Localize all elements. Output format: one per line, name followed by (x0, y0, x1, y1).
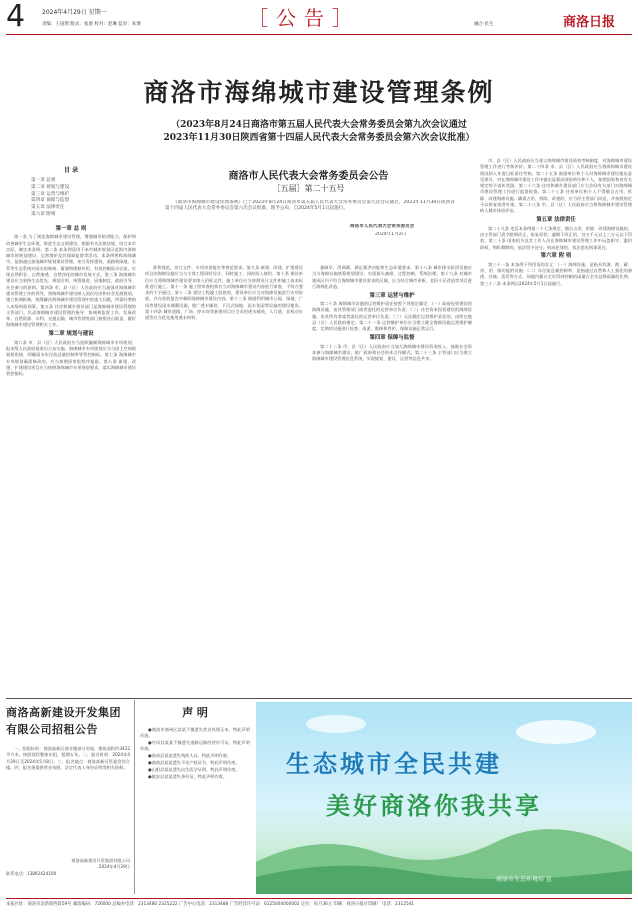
toc-list (6, 178, 136, 219)
notice-box (140, 704, 250, 894)
notice-item: ●洛南县某某遗失残疾人证，特此声明作废。 (148, 753, 232, 759)
vertical-divider (134, 700, 135, 894)
toc-title: 目 录 (63, 167, 79, 174)
toc-item: 第五章 法律责任 (31, 205, 65, 211)
toc-item: 第二章 规划与建设 (31, 184, 70, 190)
paragraph: 第二十条 海绵城市设施的运营维护责任按照下列规定确定：（一）政府投资建设的海绵设施，由其管理部门或者委托的运营单位负责；（二）社会资本投资建设的海绵设施，由其所有者或者委托的运营单位负责；（三）无法确定运营维护责任的，由所在地县（区）人民政府指定。第二十一条 运营维护单位应当建立健全海绵设施运营维护制度，定期对设施进行检查、清淤、维修和养护，保障设施正常运行。 (312, 301, 472, 332)
paragraph: 市、县（区）人民政府应当建立海绵城市建设绩效考核制度，对海绵城市建设管理工作进行考核评价。第二十四条 市、县（区）人民政府应当将海绵城市建设情况纳入年度目标责任考核。第二十五条 鼓励单位和个人对海绵城市建设提出意见建议。对在海绵城市建设工作中做出显著成绩的单位和个人，按照国家和省有关规定给予表彰奖励。第二十六条 住房和城乡建设部门应当会同有关部门对海绵城市建设管理工作进行监督检查。第二十七条 任何单位和个人不得擅自占用、拆除、改建海绵设施。确需占用、拆除、改建的，应当经主管部门同意，并按照规定予以恢复或者补建。第二十八条 市、县（区）人民政府应当将海绵城市建设管理纳入城市体检评估。 (480, 158, 632, 214)
paper-logo: 商洛日报 (563, 15, 616, 30)
chapter-3-heading: 第三章 运营与维护 (369, 292, 415, 299)
article-title: 商洛市海绵城市建设管理条例 (143, 78, 495, 107)
paragraph: 第三十一条 本条例下列用语的含义：（一）海绵设施，是指具有渗、滞、蓄、净、用、排功能的设施；（二）年径流总量控制率，是指通过自然和人工强化的渗透、存储、蒸发等方式，场地内累计全年得到控制的雨量占全年总降雨量的比例。第三十二条 本条例自2024年5月1日起施行。 (480, 261, 632, 286)
banner-line-1: 生态城市全民共建 (286, 750, 502, 778)
announcement-issuer: 商洛市人民代表大会常务委员会 (350, 224, 415, 229)
paragraph: 第一条 为了规范海绵城市建设管理，增强城市防涝能力，保护和改善城市生态环境，推进生态文明建设，根据有关法律法规，结合本市实际，制定本条例。第二条 本条例适用于本市城市规划区范围内海绵城市的规划建设、运营维护及其保障监督等活动。本条例所称海绵城市，是指通过加强城市规划建设管理，充分发挥建筑、道路和绿地、水系等生态系统对雨水的吸纳、蓄渗和缓释作用，有效控制雨水径流，实现自然积存、自然渗透、自然净化的城市发展方式。第三条 海绵城市建设应当坚持生态优先、规划引领、统筹推进、因地制宜、政府引导、社会参与的原则。第四条 市、县（区）人民政府应当加强对海绵城市建设管理工作的领导，将海绵城市建设纳入国民经济和社会发展规划，建立协调机制，统筹解决海绵城市建设管理中的重大问题，所需经费纳入本级财政预算。第五条 住房和城乡建设部门是海绵城市建设管理的主管部门，负责海绵城市建设管理的指导、协调和监督工作。发展改革、自然资源、水利、交通运输、城市管理等部门按照各自职责，做好海绵城市建设管理相关工作。 (6, 234, 136, 328)
notice-item: ●丹凤县某某不慎遗失道路运输经营许可证，特此声明作废。 (140, 740, 250, 752)
toc-item: 第四章 保障与监督 (31, 198, 70, 204)
announcement-box (145, 158, 472, 258)
section-divider (6, 698, 632, 699)
header-date: 2024年4月29日 星期一 (42, 9, 107, 16)
notice-title: 声 明 (182, 706, 208, 719)
notice-item: ●镇安县某某遗失身份证，特此声明作废。 (148, 773, 228, 779)
paragraph: 第六条 市、县（区）人民政府应当组织编制海绵城市专项规划，报本级人民政府批准后公布实施。海绵城市专项规划应当与国土空间规划相衔接，明确雨水年径流总量控制率等管控指标。第七条 海绵城市专项规划确需修改的，应当按照原审批程序报批。第八条 新建、改建、扩建建设项目应当按照海绵城市专项规划要求，落实海绵城市建设管控指标。 (6, 339, 136, 377)
page-number: 4 (6, 0, 26, 34)
rental-ad-date: 2024年4月29日 (98, 864, 130, 870)
announcement-number: ［五届］第二十五号 (272, 184, 345, 193)
rental-ad-title-2: 有限公司招租公告 (6, 723, 98, 736)
announcement-title: 商洛市人民代表大会常务委员会公告 (228, 171, 389, 182)
notice-item: ●山阳县某某遗失出生医学证明，特此声明作废。 (148, 766, 240, 772)
column-4 (480, 158, 632, 687)
column-1-text (6, 224, 136, 378)
chapter-1-heading: 第一章 总 则 (55, 225, 87, 232)
header-rule (6, 34, 632, 35)
header-editors: 责编：王国增 版式：张倩 校对：赵琳 监审：朱博 (42, 22, 141, 27)
rental-ad-body: 一、招租标的：商洛高新区商业楼部分房屋，建筑面积约3422平方米，按照现状整体出租，租期五年。二、报名时间：2024年4月29日至2024年5月8日。三、报名地点：商洛高新区管委会综合楼。四、报名须提供营业执照、法定代表人身份证明等相关资料。 (6, 746, 130, 770)
column-2 (145, 265, 303, 687)
notice-list (140, 727, 250, 780)
toc-item: 第六章 附则 (31, 211, 56, 217)
column-3 (312, 265, 472, 687)
rental-ad-title-1: 商洛高新建设开发集团 (6, 706, 121, 719)
rental-ad-contact: 联系电话：13892424100 (6, 870, 57, 876)
announcement-body: 《商洛市海绵城市建设管理条例》已于2023年8月24日商洛市第五届人民代表大会常务委员会第九次会议通过，2023年11月30日陕西省第十四届人民代表大会常务委员会第六次会议批准，现予公布，自2024年5月1日起施行。 (165, 200, 455, 212)
chapter-2-heading: 第二章 规划与建设 (48, 331, 94, 338)
article-subtitle-2: 2023年11月30日陕西省第十四届人民代表大会常务委员会第六次会议批准） (163, 133, 475, 143)
announcement-date: 2024年1月2日 (375, 232, 407, 237)
toc-item: 第三章 运营与维护 (31, 191, 70, 197)
article-subtitle-1: （2023年8月24日商洛市第五届人民代表大会常务委员会第九次会议通过 (171, 120, 467, 130)
chapter-4-heading: 第四章 保障与监督 (369, 335, 415, 342)
header-section-right: 融合·民生 (474, 22, 494, 27)
page-header (0, 0, 638, 36)
column-1 (6, 165, 136, 687)
paragraph: 准和规范，设计文件、专项审查报告等规范要求。第九条 新建、改建、扩建建设项目的海绵设施应当与主体工程同时设计、同时施工、同时投入使用。第十条 建设单位应当将海绵城市建设要求纳入招标文件，施工单位应当按照设计文件和施工技术标准进行施工。第十一条 施工图审查机构应当对海绵城市建设内容进行审查，不符合要求的不予通过。第十二条 建设工程竣工验收时，建设单位应当对海绵设施进行专项验收，并在验收报告中载明海绵城市建设内容。第十三条 鼓励利用城市公园、绿地、广场等建设雨水调蓄设施，推广透水铺装、下沉式绿地、雨水花园等设施的建设使用。第十四条 城市道路、广场、停车场等新建项目应当采用透水铺装，人行道、非机动车道等应当优先使用透水材料。 (145, 265, 303, 321)
paragraph: 第二十二条 市、县（区）人民政府应当加大海绵城市建设资金投入，鼓励社会资本参与海绵城市建设，推广政府和社会资本合作模式。第二十三条 主管部门应当建立海绵城市建设管理信息系统，实现规划、建设、运营等信息共享。 (312, 343, 472, 362)
chapter-5-heading: 第五章 法律责任 (536, 217, 576, 224)
notice-item: ●商洛市商州区某某不慎遗失营业执照正本，特此声明作废。 (140, 727, 250, 739)
footer-text: 本报社址：商洛市北新街西段59号 邮政编码：726000 总编办电话：2313480 2325222 广告中心电话：2313488 广告经营许可证：6125004000002 定价：每月36元 印刷：商洛日报社印刷厂 电话：2312541 (6, 902, 415, 907)
footer-rule (6, 898, 632, 899)
rental-ad (6, 704, 130, 894)
chapter-6-heading: 第六章 附 则 (540, 253, 572, 260)
notice-item: ●商南县某某遗失不动产权证书，特此声明作废。 (148, 759, 240, 765)
section-title: ［公告］ (248, 6, 360, 30)
rental-ad-issuer: 商洛高新建设开发集团有限公司 (71, 858, 130, 863)
banner-line-2: 美好商洛你我共享 (326, 792, 542, 820)
paragraph: 第二十九条 违反本条例第二十七条规定，擅自占用、拆除、改建海绵设施的，由主管部门责令限期改正，恢复原状；逾期不改正的，处五千元以上三万元以下罚款。第三十条 国家机关及其工作人员在海绵城市建设管理工作中玩忽职守、滥用职权、徇私舞弊的，依法给予处分；构成犯罪的，依法追究刑事责任。 (480, 225, 632, 250)
paragraph: 兼顾旱、涝调蓄，满足蓄洪功能和生态环境要求。第十八条 城市排水防涝设施应当与海绵设施统筹规划建设，实现源头减排、过程控制、系统治理。第十九条 对城市建成区内不符合海绵城市建设要求的区域，应当结合城市更新、老旧小区改造等项目进行海绵化改造。 (312, 265, 472, 289)
banner-credit: 商洛市生态环境局 宣 (496, 876, 552, 883)
eco-banner (256, 702, 632, 894)
toc-item: 第一章 总则 (31, 178, 56, 183)
